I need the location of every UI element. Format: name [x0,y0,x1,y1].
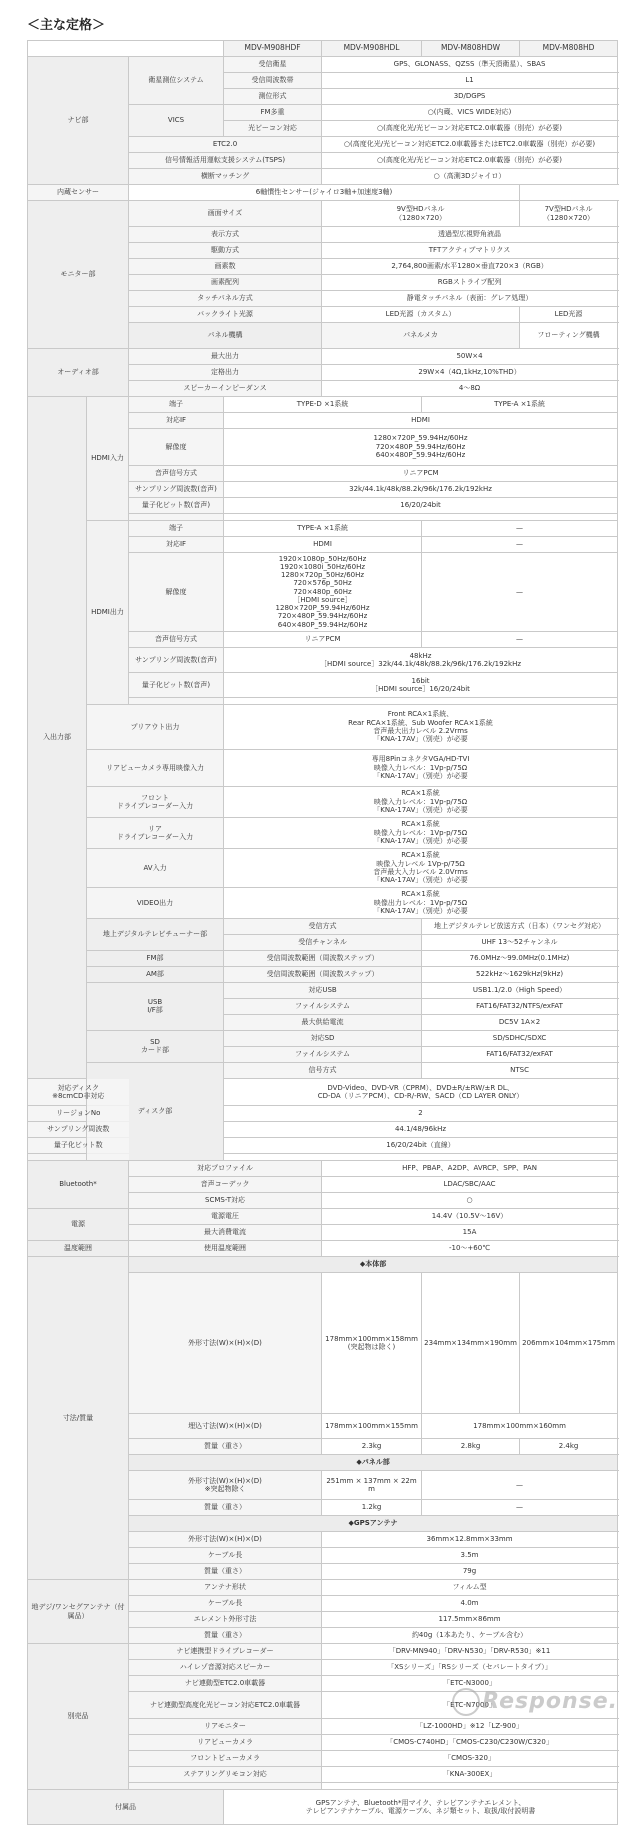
item-label-cell: AV入力 [87,848,224,887]
item-label-cell: ファイルシステム [224,998,422,1014]
category-cell: 温度範囲 [28,1240,129,1256]
spec-row [28,1240,618,1256]
model-header: MDV-M908HDL [322,41,422,57]
spec-row [28,201,618,227]
spec-row [28,1153,618,1160]
spec-row [28,749,618,786]
spec-table [27,40,618,1825]
value-cell: 16/20/24bit（直線） [224,1137,618,1153]
item-label-cell: ケーブル長 [129,1596,322,1612]
section-header-cell: ◆本体部 [129,1256,618,1272]
item-label-cell: フロント ドライブレコーダー入力 [87,786,224,817]
item-label-cell [129,697,224,704]
value-cell: 「LZ-1000HD」※12「LZ-900」 [322,1719,618,1735]
item-label-cell: 端子 [129,396,224,412]
spec-row [28,982,618,998]
spec-row [28,348,618,364]
item-label-cell: リアモニター [129,1719,322,1735]
item-label-cell: 対応SD [224,1030,422,1046]
spec-row [28,1644,618,1660]
item-label-cell: 端子 [129,520,224,536]
spec-row [28,1137,618,1153]
item-label-cell: 最大供給電流 [224,1014,422,1030]
value-cell: 2 [224,1105,618,1121]
item-label-cell: 質量（重さ） [129,1500,322,1516]
value-cell: 206mm×104mm×175mm [520,1272,618,1413]
subcategory-cell: 衛星測位システム [129,57,224,105]
spec-row [28,1078,618,1105]
value-cell: 1280×720P_59.94Hz/60Hz 720×480P_59.94Hz/60Hz 640×480P_59.94Hz/60Hz [224,428,618,465]
value-cell: — [422,1500,618,1516]
value-cell: 251mm × 137mm × 22mm [322,1471,422,1500]
category-cell: オーディオ部 [28,348,129,396]
value-cell: 「KNA-300EX」 [322,1767,618,1783]
item-label-cell: 駆動方式 [129,243,322,259]
value-cell: 4.0m [322,1596,618,1612]
item-label-cell: 信号情報活用運転支援システム(TSPS) [129,153,322,169]
value-cell: 117.5mm×86mm [322,1612,618,1628]
spec-row [28,1256,618,1272]
value-cell: UHF 13〜52チャンネル [422,934,618,950]
value-cell: 2,764,800画素/水平1280×垂直720×3（RGB） [322,259,618,275]
spec-row [28,817,618,848]
model-header: MDV-M908HDF [224,41,322,57]
value-cell: 32k/44.1k/48k/88.2k/96k/176.2k/192kHz [224,481,618,497]
value-cell: 約40g（1本あたり、ケーブル含む） [322,1628,618,1644]
value-cell: RGBストライプ配列 [322,275,618,291]
item-label-cell: 解像度 [129,428,224,465]
value-cell: リニアPCM [224,631,422,647]
model-header: MDV-M808HDW [422,41,520,57]
value-cell: TYPE-D ×1系統 [224,396,422,412]
value-cell: 地上デジタルテレビ放送方式（日本）（ワンセグ対応） [422,918,618,934]
value-cell: 1.2kg [322,1500,422,1516]
spec-row [28,950,618,966]
item-label-cell: 受信周波数帯 [224,73,322,89]
category-cell: 地上デジタルテレビチューナー部 [87,918,224,950]
item-label-cell: VIDEO出力 [87,887,224,918]
item-label-cell: フロントビューカメラ [129,1751,322,1767]
value-cell: 48kHz ［HDMI source］32k/44.1k/48k/88.2k/96k/176.2k/192kHz [224,647,618,672]
value-cell: TYPE-A ×1系統 [422,396,618,412]
item-label-cell: 横断マッチング [129,169,322,185]
category-cell: 別売品 [28,1644,129,1790]
spec-row [28,887,618,918]
subcategory-cell: HDMI出力 [87,520,129,704]
value-cell: RCA×1系統 映像入力レベル：1Vp-p/75Ω 「KNA-17AV」（別売）が必要 [224,786,618,817]
value-cell: TFTアクティブマトリクス [322,243,618,259]
value-cell: 9V型HDパネル （1280×720） [322,201,520,227]
value-cell: 178mm×100mm×158mm (突起物は除く) [322,1272,422,1413]
item-label-cell: 光ビーコン対応 [224,121,322,137]
item-label-cell [28,1153,129,1160]
item-label-cell: 受信周波数範囲（周波数ステップ） [224,966,422,982]
value-cell: RCA×1系統 映像出力レベル：1Vp-p/75Ω 「KNA-17AV」（別売）が必要 [224,887,618,918]
spec-row [28,1030,618,1046]
logo-circle-icon [452,1688,480,1716]
item-label-cell: 画素配列 [129,275,322,291]
value-cell: 3D/DGPS [322,89,618,105]
value-cell: ○(高度化光/光ビーコン対応ETC2.0車載器（別売）が必要) [322,121,618,137]
item-label-cell: ケーブル長 [129,1548,322,1564]
value-cell: -10〜+60℃ [322,1240,618,1256]
category-cell: パネル機構 [129,323,322,349]
item-label-cell: タッチパネル方式 [129,291,322,307]
item-label-cell: 最大消費電流 [129,1224,322,1240]
item-label-cell: 音声コーデック [129,1176,322,1192]
item-label-cell: パネルメカ [322,323,520,349]
category-cell: 電源 [28,1208,129,1240]
item-label-cell: バックライト光源 [129,307,322,323]
item-label-cell: 音声信号方式 [129,631,224,647]
item-label-cell: 外形寸法(W)×(H)×(D) ※突起物除く [129,1471,322,1500]
item-label-cell: FM多重 [224,105,322,121]
value-cell: 15A [322,1224,618,1240]
category-cell: 入出力部 [28,396,87,1078]
value-cell: DVD-Video、DVD-VR（CPRM）、DVD±R/±RW/±R DL、 CD-DA（リニアPCM）、CD-R/-RW、SACD（CD LAYER ONLY） [224,1078,618,1105]
value-cell: RCA×1系統 映像入力レベル 1Vp-p/75Ω 音声最大入力レベル 2.0Vrms 「KNA-17AV」（別売）が必要 [224,848,618,887]
item-label-cell: 外形寸法(W)×(H)×(D) [129,1272,322,1413]
item-label-cell: サンプリング周波数(音声) [129,481,224,497]
value-cell: ○(高度化光/光ビーコン対応ETC2.0車載器（別売）が必要) [322,153,618,169]
value-cell: LED光源 [520,307,618,323]
item-label-cell: サンプリング周波数 [28,1121,129,1137]
item-label-cell: 対応IF [129,536,224,552]
spec-row [28,966,618,982]
value-cell: Front RCA×1系統、 Rear RCA×1系統、Sub Woofer RCA×1系統 音声最大出力レベル 2.2Vrms 「KNA-17AV」（別売）が必要 [224,704,618,749]
item-label-cell: 内蔵センサー [28,185,129,201]
section-header-cell: ◆GPSアンテナ [129,1516,618,1532]
value-cell: USB1.1/2.0（High Speed） [422,982,618,998]
category-cell: ナビ部 [28,57,129,185]
value-cell: 178mm×100mm×155mm [322,1414,422,1439]
value-cell: 6軸慣性センサー(ジャイロ3軸+加速度3軸) [129,185,520,201]
spec-row [28,1790,618,1825]
item-label-cell [129,1783,322,1790]
watermark-text: Response. [482,1689,618,1714]
value-cell: 29W×4（4Ω,1kHz,10%THD） [322,364,618,380]
item-label-cell: SCMS-T対応 [129,1192,322,1208]
category-cell: 地デジ/ワンセグアンテナ（付属品） [28,1580,129,1644]
item-label-cell: ハイレゾ音源対応スピーカー [129,1660,322,1676]
value-cell: ○(高度化光/光ビーコン対応ETC2.0車載器またはETC2.0車載器（別売）が必要) [322,137,618,153]
value-cell: FAT16/FAT32/NTFS/exFAT [422,998,618,1014]
spec-row [28,520,618,536]
item-label-cell: ナビ連動型ETC2.0車載器 [129,1676,322,1692]
value-cell: — [422,631,618,647]
value-cell: 「CMOS-320」 [322,1751,618,1767]
item-label-cell: 質量（重さ） [129,1628,322,1644]
value-cell: フィルム型 [322,1580,618,1596]
value-cell: NTSC [422,1062,618,1078]
value-cell: リニアPCM [224,465,618,481]
watermark-logo [452,1688,618,1716]
item-label-cell: エレメント外形寸法 [129,1612,322,1628]
value-cell: 234mm×134mm×190mm [422,1272,520,1413]
item-label-cell: 信号方式 [224,1062,422,1078]
item-label-cell: ETC2.0 [129,137,322,153]
item-label-cell: 電源電圧 [129,1208,322,1224]
category-cell: AM部 [87,966,224,982]
value-cell: — [422,1471,618,1500]
item-label-cell: 表示方式 [129,227,322,243]
value-cell: L1 [322,73,618,89]
value-cell: 「DRV-MN940」「DRV-N530」「DRV-R530」※11 [322,1644,618,1660]
item-label-cell: 最大出力 [129,348,322,364]
value-cell: 透過型広視野角液晶 [322,227,618,243]
spec-row [28,848,618,887]
spec-row [28,704,618,749]
item-label-cell: 測位形式 [224,89,322,105]
section-header-cell: ◆パネル部 [129,1455,618,1471]
item-label-cell: 受信方式 [224,918,422,934]
value-cell: RCA×1系統 映像入力レベル：1Vp-p/75Ω 「KNA-17AV」（別売）が必要 [224,817,618,848]
item-label-cell: 画面サイズ [129,201,322,227]
value-cell: 「CMOS-C740HD」「CMOS-C230/C230W/C320」 [322,1735,618,1751]
item-label-cell: 受信衛星 [224,57,322,73]
value-cell [322,1783,618,1790]
value-cell: 79g [322,1564,618,1580]
model-header: MDV-M808HD [520,41,618,57]
item-label-cell: スピーカーインピーダンス [129,380,322,396]
value-cell: 2.8kg [422,1439,520,1455]
spec-row [28,786,618,817]
item-label-cell: 対応プロファイル [129,1160,322,1176]
value-cell: LDAC/SBC/AAC [322,1176,618,1192]
value-cell: 静電タッチパネル（表面：グレア処理） [322,291,618,307]
value-cell: GPSアンテナ、Bluetooth*用マイク、テレビアンテナエレメント、 テレビアンテナケーブル、電源ケーブル、ネジ類セット、取扱/取付説明書 [224,1790,618,1825]
value-cell: ○ [322,1192,618,1208]
item-label-cell: プリアウト出力 [87,704,224,749]
item-label-cell: 受信周波数範囲（周波数ステップ） [224,950,422,966]
value-cell: 3.5m [322,1548,618,1564]
item-label-cell: アンテナ形状 [129,1580,322,1596]
value-cell: LED光源（カスタム） [322,307,520,323]
category-cell: 寸法/質量 [28,1256,129,1579]
value-cell: GPS、GLONASS、QZSS（準天頂衛星）、SBAS [322,57,618,73]
item-label-cell: 対応IF [129,412,224,428]
value-cell: 「ETC-N3000」 [322,1676,618,1692]
category-cell: USB I/F部 [87,982,224,1030]
category-cell: 付属品 [28,1790,224,1825]
value-cell: 16bit ［HDMI source］16/20/24bit [224,672,618,697]
spec-row [28,1160,618,1176]
value-cell: TYPE-A ×1系統 [224,520,422,536]
value-cell: 7V型HDパネル （1280×720） [520,201,618,227]
subcategory-cell: VICS [129,105,224,137]
item-label-cell: 量子化ビット数(音声) [129,672,224,697]
category-cell: SD カード部 [87,1030,224,1062]
item-label-cell: 量子化ビット数(音声) [129,497,224,513]
item-label-cell: 画素数 [129,259,322,275]
value-cell: 16/20/24bit [224,497,618,513]
item-label-cell: 対応ディスク ※8cmCD非対応 [28,1078,129,1105]
value-cell: 14.4V（10.5V〜16V） [322,1208,618,1224]
spec-row [28,918,618,934]
item-label-cell: リア ドライブレコーダー入力 [87,817,224,848]
value-cell: 専用8PinコネクタVGA/HD-TVI 映像入力レベル：1Vp-p/75Ω 「KNA-17AV」（別売）が必要 [224,749,618,786]
item-label-cell: ファイルシステム [224,1046,422,1062]
item-label-cell: 音声信号方式 [129,465,224,481]
spec-row [28,1062,618,1078]
value-cell: 522kHz〜1629kHz(9kHz) [422,966,618,982]
item-label-cell: 対応USB [224,982,422,998]
value-cell: HDMI [224,412,618,428]
item-label-cell: 埋込寸法(W)×(H)×(D) [129,1414,322,1439]
item-label-cell: リージョンNo [28,1105,129,1121]
spec-body [28,57,618,1825]
category-cell: Bluetooth* [28,1160,129,1208]
model-header-row [28,41,618,57]
value-cell: FAT16/FAT32/exFAT [422,1046,618,1062]
spec-row [28,1121,618,1137]
value-cell: ○（高測3Dジャイロ） [322,169,618,185]
item-label-cell: ナビ連動型高度化光ビーコン対応ETC2.0車載器 [129,1692,322,1719]
spec-row [28,1580,618,1596]
value-cell: 50W×4 [322,348,618,364]
item-label-cell: ステアリングリモコン対応 [129,1767,322,1783]
value-cell [224,697,618,704]
category-cell: モニター部 [28,201,129,349]
header-blank [28,41,224,57]
spec-row [28,1105,618,1121]
item-label-cell [129,513,224,520]
page-title: ＜主な定格＞ [27,18,106,33]
value-cell: 178mm×100mm×160mm [422,1414,618,1439]
value-cell: DC5V 1A×2 [422,1014,618,1030]
item-label-cell: リアビューカメラ専用映像入力 [87,749,224,786]
value-cell: 「XSシリーズ」「RSシリーズ（セパレートタイプ）」 [322,1660,618,1676]
value-cell: SD/SDHC/SDXC [422,1030,618,1046]
category-cell: ディスク部 [87,1062,224,1160]
category-cell: FM部 [87,950,224,966]
value-cell: フローティング機構 [520,323,618,349]
value-cell: 76.0MHz〜99.0MHz(0.1MHz) [422,950,618,966]
value-cell: 「ETC-N7000」 [322,1692,618,1719]
spec-row [28,185,618,201]
subcategory-cell: HDMI入力 [87,396,129,520]
item-label-cell: 使用温度範囲 [129,1240,322,1256]
item-label-cell: 定格出力 [129,364,322,380]
value-cell [224,513,618,520]
value-cell [224,1153,618,1160]
item-label-cell: リアビューカメラ [129,1735,322,1751]
value-cell: — [422,520,618,536]
value-cell: — [422,536,618,552]
item-label-cell: 質量（重さ） [129,1564,322,1580]
item-label-cell: ナビ連携型ドライブレコーダー [129,1644,322,1660]
value-cell: 36mm×12.8mm×33mm [322,1532,618,1548]
value-cell: 1920×1080p_50Hz/60Hz 1920×1080i_50Hz/60Hz 1280×720p_50Hz/60Hz 720×576p_50Hz 720×480p_60Hz ［HDMI source］ 1280×720P_59.94Hz/60Hz 720×480P_59.94Hz/60Hz 640×480P_59.94Hz/60Hz [224,552,422,631]
value-cell: — [422,552,618,631]
value-cell: 44.1/48/96kHz [224,1121,618,1137]
item-label-cell: 受信チャンネル [224,934,422,950]
item-label-cell: サンプリング周波数(音声) [129,647,224,672]
item-label-cell: 解像度 [129,552,224,631]
item-label-cell: 質量（重さ） [129,1439,322,1455]
spec-row [28,57,618,73]
value-cell: HDMI [224,536,422,552]
spec-row [28,396,618,412]
item-label-cell: 外形寸法(W)×(H)×(D) [129,1532,322,1548]
spec-row [28,1208,618,1224]
value-cell: ○(内蔵、VICS WIDE対応) [322,105,618,121]
item-label-cell: 量子化ビット数 [28,1137,129,1153]
value-cell: HFP、PBAP、A2DP、AVRCP、SPP、PAN [322,1160,618,1176]
value-cell: 2.4kg [520,1439,618,1455]
value-cell: 4〜8Ω [322,380,618,396]
value-cell: 2.3kg [322,1439,422,1455]
